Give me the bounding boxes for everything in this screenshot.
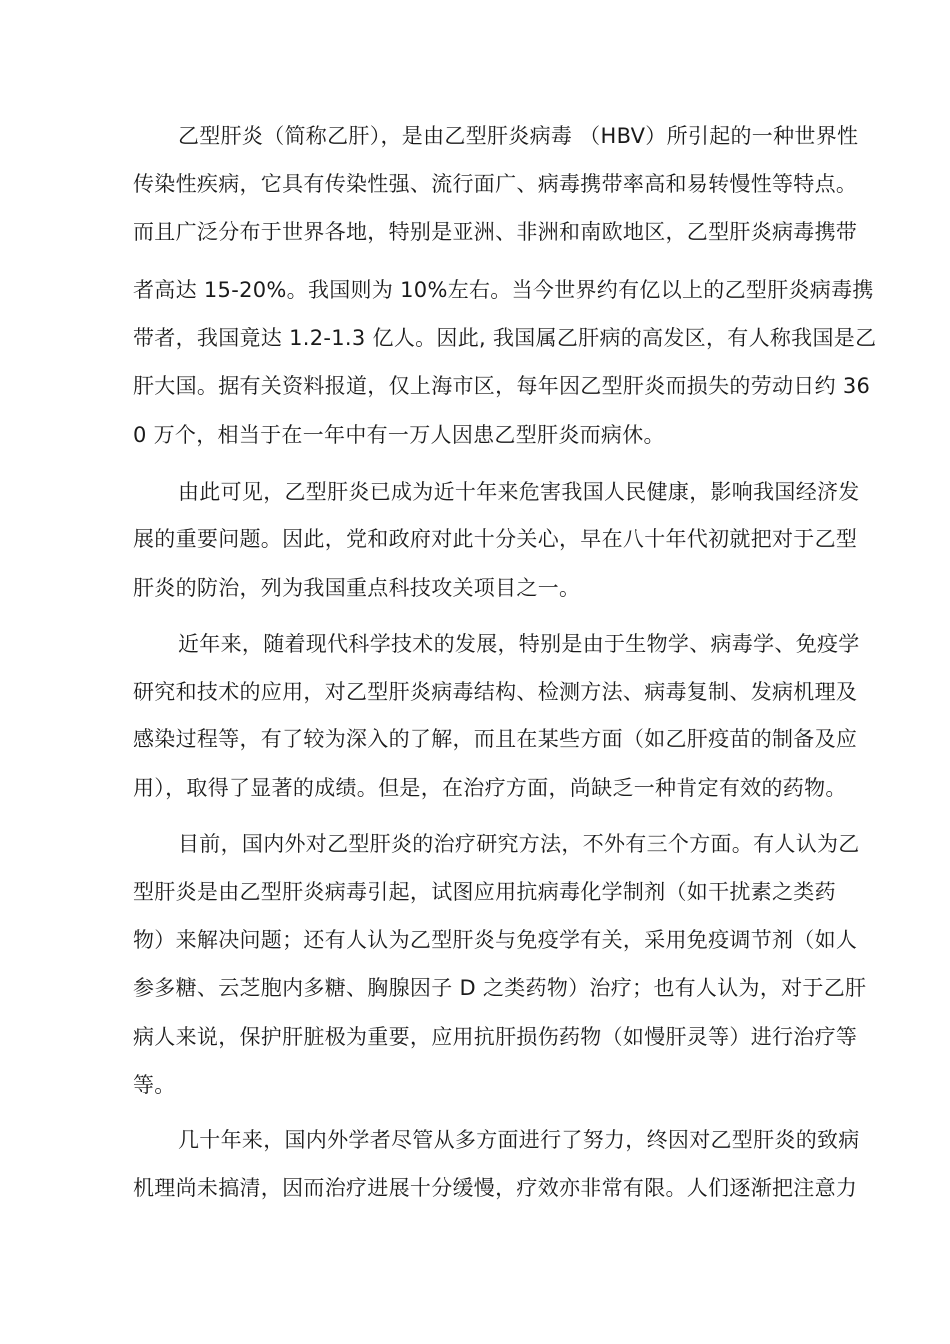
paragraph-1-line-5: 带者，我国竟达 1.2-1.3 亿人。因此, 我国属乙肝病的高发区，有人称我国是乙: [133, 326, 877, 350]
paragraph-4-line-2: 型肝炎是由乙型肝炎病毒引起，试图应用抗病毒化学制剂（如干扰素之类药: [133, 880, 836, 904]
paragraph-2-line-1: 由此可见，乙型肝炎已成为近十年来危害我国人民健康，影响我国经济发: [178, 480, 860, 504]
paragraph-1-line-6: 肝大国。据有关资料报道，仅上海市区，每年因乙型肝炎而损失的劳动日约 36: [133, 374, 871, 398]
paragraph-1-line-7: 0 万个，相当于在一年中有一万人因患乙型肝炎而病休。: [133, 423, 665, 447]
paragraph-1-line-4: 者高达 15-20%。我国则为 10%左右。当今世界约有亿以上的乙型肝炎病毒携: [133, 278, 874, 302]
paragraph-2-line-3: 肝炎的防治，列为我国重点科技攻关项目之一。: [133, 576, 581, 600]
paragraph-3-line-2: 研究和技术的应用，对乙型肝炎病毒结构、检测方法、病毒复制、发病机理及: [133, 680, 858, 704]
paragraph-3-line-1: 近年来，随着现代科学技术的发展，特别是由于生物学、病毒学、免疫学: [178, 632, 860, 656]
paragraph-4-line-4: 参多糖、云芝胞内多糖、胸腺因子 D 之类药物）治疗；也有人认为，对于乙肝: [133, 976, 867, 1000]
paragraph-4-line-5: 病人来说，保护肝脏极为重要，应用抗肝损伤药物（如慢肝灵等）进行治疗等: [133, 1025, 858, 1049]
paragraph-4-line-3: 物）来解决问题；还有人认为乙型肝炎与免疫学有关，采用免疫调节剂（如人: [133, 928, 858, 952]
paragraph-5-line-2: 机理尚未搞清，因而治疗进展十分缓慢，疗效亦非常有限。人们逐渐把注意力: [133, 1176, 858, 1200]
paragraph-4-line-1: 目前，国内外对乙型肝炎的治疗研究方法，不外有三个方面。有人认为乙: [178, 832, 860, 856]
paragraph-4-line-6: 等。: [133, 1073, 176, 1097]
paragraph-1-line-2: 传染性疾病，它具有传染性强、流行面广、病毒携带率高和易转慢性等特点。: [133, 172, 858, 196]
paragraph-5-line-1: 几十年来，国内外学者尽管从多方面进行了努力，终因对乙型肝炎的致病: [178, 1128, 860, 1152]
paragraph-3-line-4: 用），取得了显著的成绩。但是，在治疗方面，尚缺乏一种肯定有效的药物。: [133, 776, 847, 800]
paragraph-3-line-3: 感染过程等，有了较为深入的了解，而且在某些方面（如乙肝疫苗的制备及应: [133, 727, 858, 751]
paragraph-1-line-3: 而且广泛分布于世界各地，特别是亚洲、非洲和南欧地区，乙型肝炎病毒携带: [133, 220, 858, 244]
paragraph-1-line-1: 乙型肝炎（简称乙肝），是由乙型肝炎病毒 （HBV）所引起的一种世界性: [178, 124, 859, 148]
paragraph-2-line-2: 展的重要问题。因此，党和政府对此十分关心，早在八十年代初就把对于乙型: [133, 527, 858, 551]
